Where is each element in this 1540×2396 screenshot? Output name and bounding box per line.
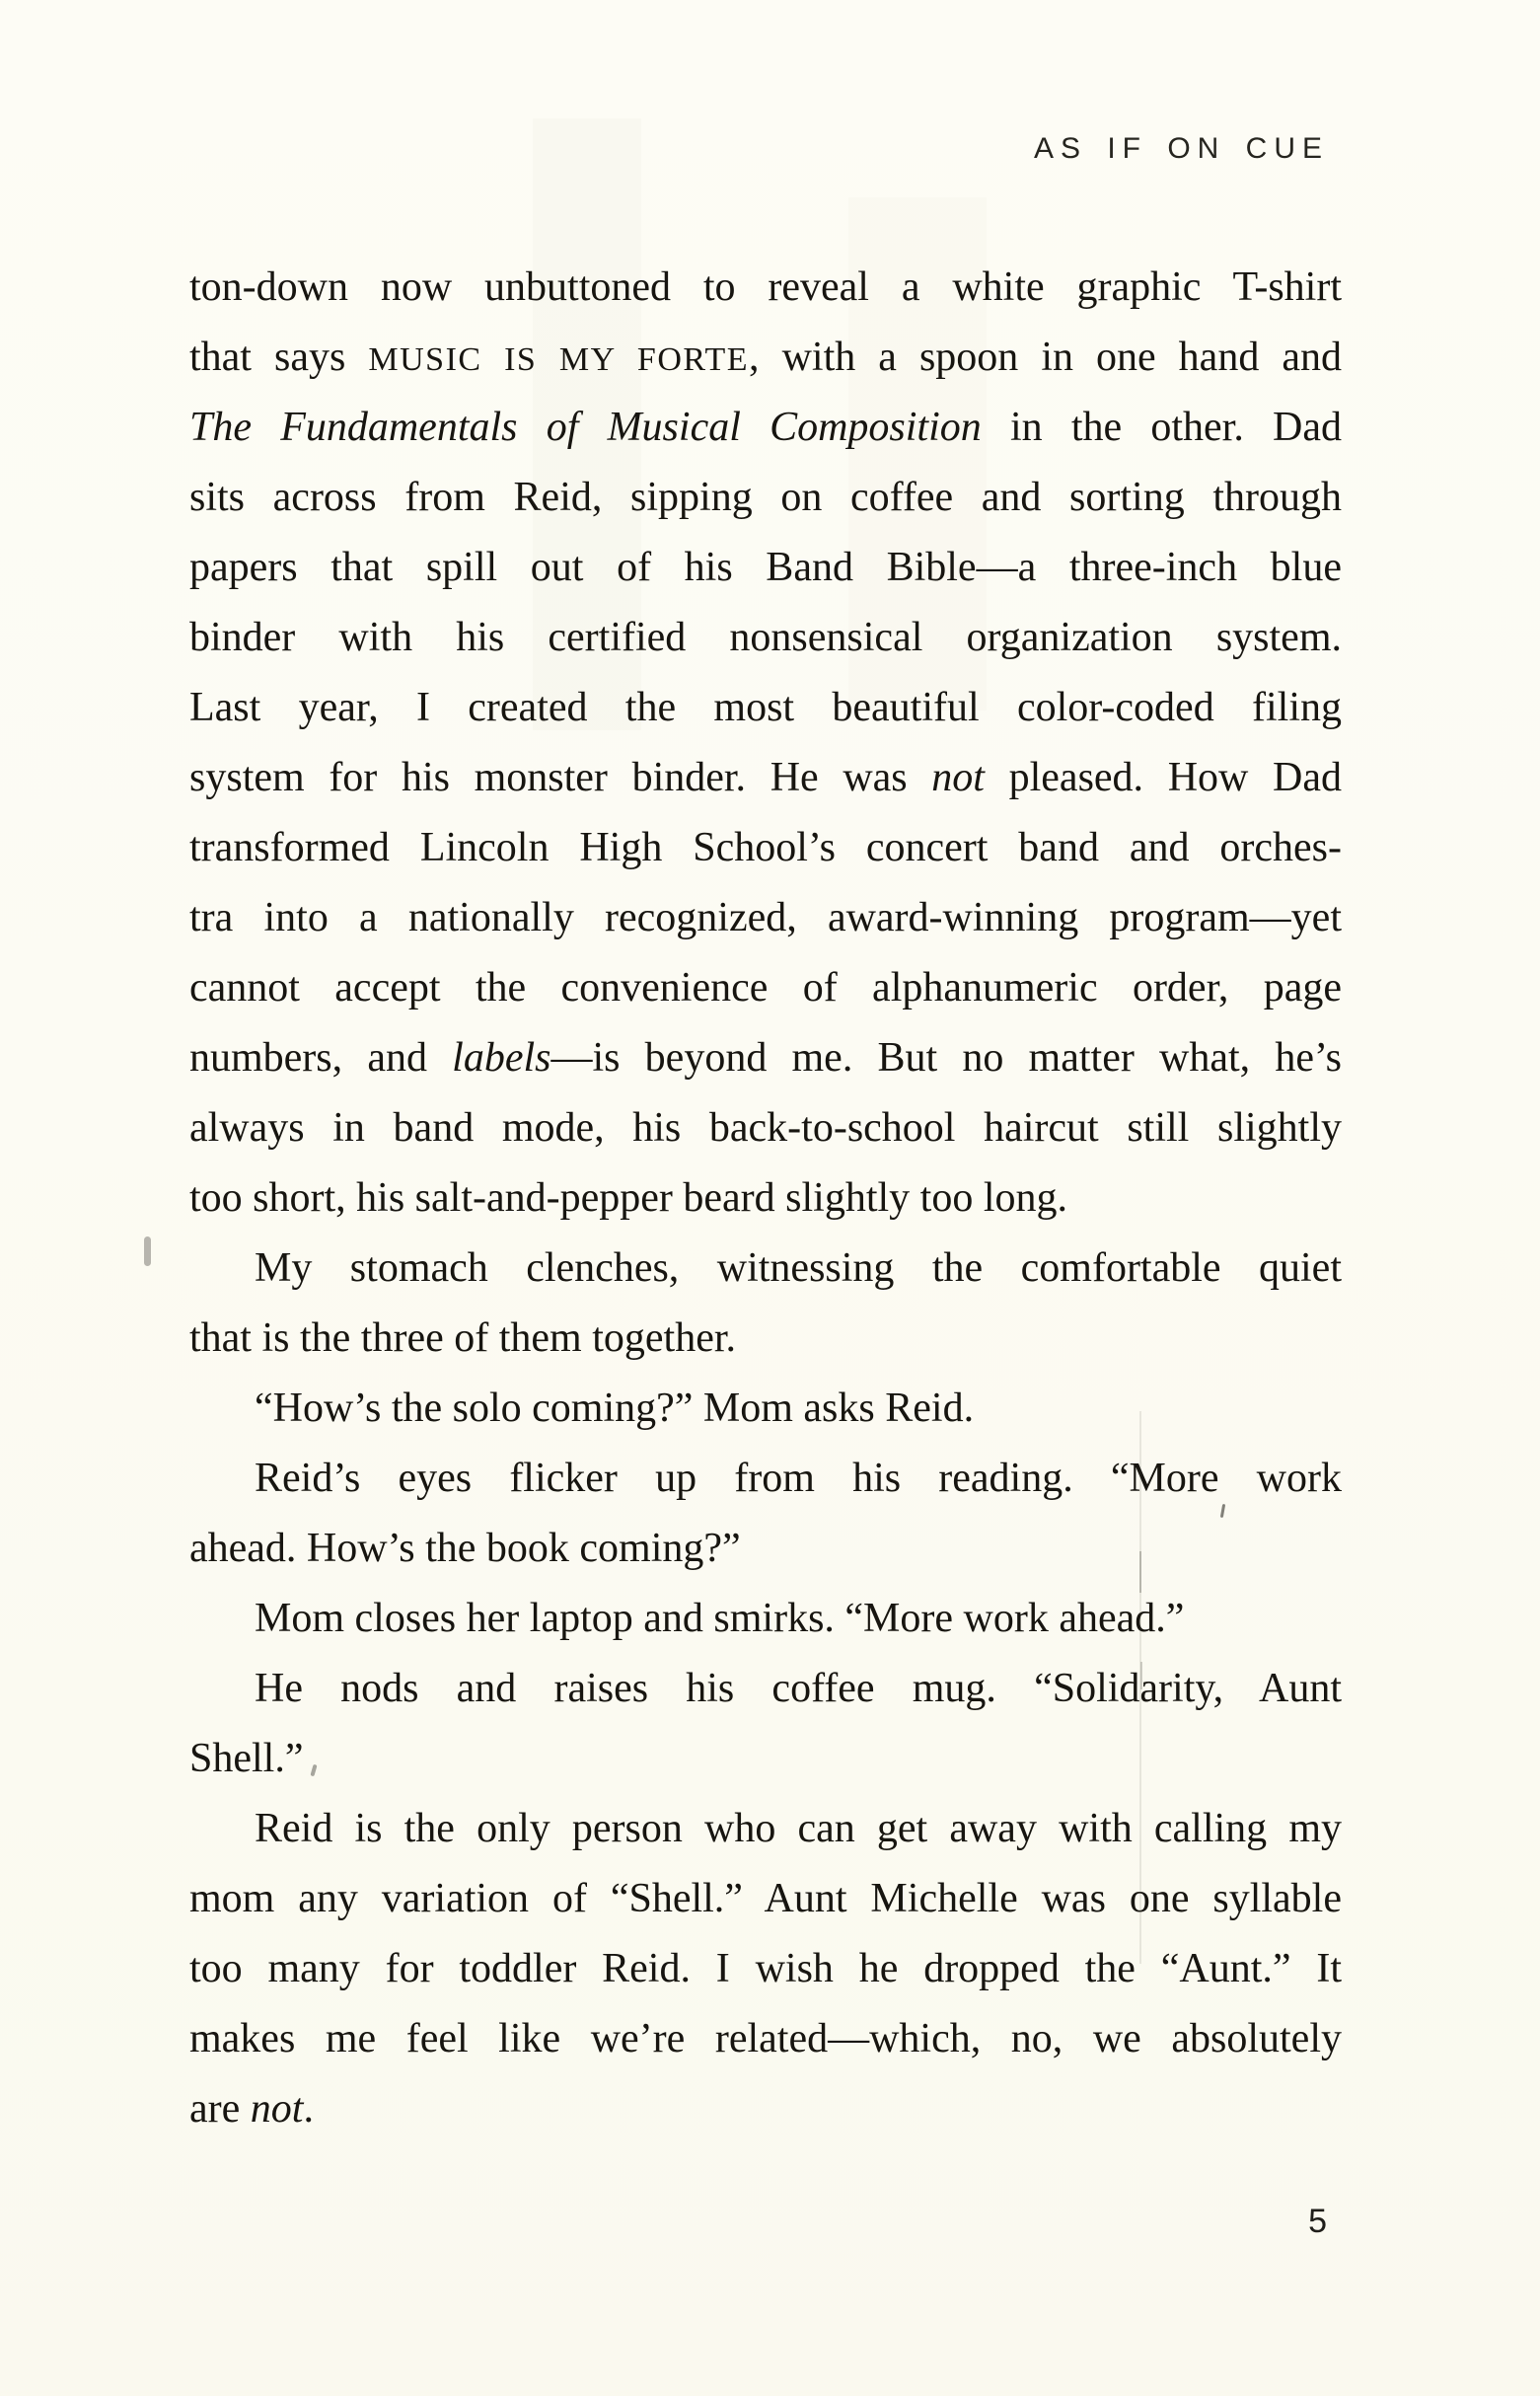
body-text-segment: ahead. How’s the book coming?” [189, 1526, 741, 1571]
body-text-segment: too many for toddler Reid. I wish he dropped the “Aunt.” It [189, 1946, 1342, 1991]
text-line [189, 1584, 1342, 1654]
italic-text: The Fundamentals of Musical Composition [189, 405, 982, 450]
text-line [189, 2004, 1342, 2074]
text-line [189, 1374, 1342, 1444]
text-line [189, 603, 1342, 673]
body-text-segment: that is the three of them together. [189, 1315, 736, 1361]
text-line [189, 953, 1342, 1023]
smallcaps-text: MUSIC IS MY FORTE [368, 341, 750, 378]
running-head: AS IF ON CUE [1033, 132, 1329, 165]
body-text-segment: papers that spill out of his Band Bible—a three-inch blue [189, 545, 1342, 590]
text-line [189, 393, 1342, 463]
body-text [189, 253, 1342, 2144]
body-text-segment: always in band mode, his back-to-school haircut still slightly [189, 1105, 1342, 1151]
text-line [189, 673, 1342, 743]
text-line [189, 1163, 1342, 1234]
text-line [189, 1794, 1342, 1864]
body-text-segment: that says [189, 335, 369, 380]
italic-text: labels [452, 1035, 551, 1081]
text-line [189, 1864, 1342, 1934]
text-line [189, 533, 1342, 603]
body-text-segment: system for his monster binder. He was [189, 755, 932, 800]
body-text-segment: too short, his salt-and-pepper beard slightly too long. [189, 1175, 1068, 1221]
text-line [189, 323, 1342, 393]
scan-crease [1140, 1662, 1142, 1689]
text-line [189, 1724, 1342, 1794]
body-text-segment: Reid’s eyes flicker up from his reading. “More work [255, 1456, 1342, 1501]
text-line [189, 1234, 1342, 1304]
text-line [189, 883, 1342, 953]
body-text-segment: in the other. Dad [981, 405, 1342, 450]
body-text-segment: numbers, and [189, 1035, 453, 1081]
text-line [189, 743, 1342, 813]
body-text-segment: Mom closes her laptop and smirks. “More work ahead.” [255, 1596, 1185, 1641]
body-text-segment: sits across from Reid, sipping on coffee and sorting through [189, 475, 1342, 520]
body-text-segment: transformed Lincoln High School’s concert band and orches- [189, 825, 1342, 870]
body-text-segment: He nods and raises his coffee mug. “Solidarity, Aunt [255, 1666, 1342, 1711]
body-text-segment: “How’s the solo coming?” Mom asks Reid. [255, 1385, 975, 1431]
text-line [189, 1444, 1342, 1514]
body-text-segment: ton-down now unbuttoned to reveal a white graphic T-shirt [189, 264, 1342, 310]
body-text-segment: cannot accept the convenience of alphanumeric order, page [189, 965, 1342, 1011]
body-text-segment: Last year, I created the most beautiful color-coded filing [189, 685, 1342, 730]
scan-crease [1139, 1551, 1141, 1593]
text-line [189, 1304, 1342, 1374]
body-text-segment: My stomach clenches, witnessing the comfortable quiet [255, 1245, 1342, 1291]
italic-text: not [931, 755, 985, 800]
text-line [189, 1934, 1342, 2004]
body-text-segment: pleased. How Dad [984, 755, 1342, 800]
italic-text: not [250, 2086, 304, 2132]
text-line [189, 2074, 1342, 2144]
body-text-segment: —is beyond me. But no matter what, he’s [550, 1035, 1342, 1081]
body-text-segment: are [189, 2086, 251, 2132]
body-text-segment: tra into a nationally recognized, award-winning program—yet [189, 895, 1342, 940]
scan-mark [144, 1236, 151, 1266]
text-line [189, 1023, 1342, 1093]
body-text-segment: . [303, 2086, 314, 2132]
body-text-segment: mom any variation of “Shell.” Aunt Michelle was one syllable [189, 1876, 1342, 1921]
text-line [189, 1654, 1342, 1724]
body-text-segment: Reid is the only person who can get away with calling my [255, 1806, 1342, 1851]
text-line [189, 1514, 1342, 1584]
text-line [189, 253, 1342, 323]
body-text-segment: binder with his certified nonsensical organization system. [189, 615, 1342, 660]
body-text-segment: Shell.” [189, 1736, 304, 1781]
page-number: 5 [1308, 2203, 1327, 2240]
body-text-segment: makes me feel like we’re related—which, no, we absolutely [189, 2016, 1342, 2061]
body-text-segment: , with a spoon in one hand and [749, 335, 1342, 380]
text-line [189, 463, 1342, 533]
text-line [189, 813, 1342, 883]
text-line [189, 1093, 1342, 1163]
